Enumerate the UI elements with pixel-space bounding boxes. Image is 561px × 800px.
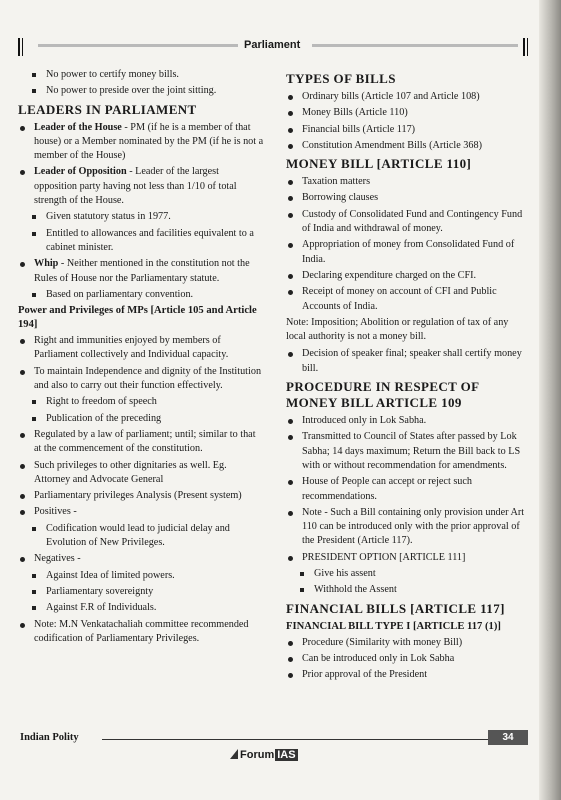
list-item: Note: M.N Venkatachaliah committee recommended codification of Parliamentary Privileges. xyxy=(18,618,264,647)
list-item: Taxation matters xyxy=(286,175,530,189)
procedure-heading: PROCEDURE IN RESPECT OF MONEY BILL ARTICLE 109 xyxy=(286,379,480,411)
list-item: Against F.R of Individuals. xyxy=(18,601,264,615)
list-item: Regulated by a law of parliament; until; similar to that at the commencement of the constitution. xyxy=(18,428,264,457)
list-item: Borrowing clauses xyxy=(286,191,530,205)
forumias-logo xyxy=(230,749,298,761)
leaders-heading: LEADERS IN PARLIAMENT xyxy=(18,101,197,117)
list-item: Right to freedom of speech xyxy=(18,395,264,409)
list-item: Ordinary bills (Article 107 and Article 108) xyxy=(286,90,530,104)
footer-rule xyxy=(102,739,432,740)
right-column xyxy=(286,68,530,685)
leader-house-item xyxy=(18,121,264,164)
list-item: Negatives - xyxy=(18,552,264,566)
list-item: Withhold the Assent xyxy=(286,583,530,597)
header-mark-left xyxy=(18,38,23,56)
list-item: House of People can accept or reject such recommendations. xyxy=(286,475,530,504)
list-item: Codification would lead to judicial delay and Evolution of New Privileges. xyxy=(18,522,264,551)
money-bill-heading: MONEY BILL [ARTICLE 110] xyxy=(286,156,472,172)
list-item: Right and immunities enjoyed by members of Parliament collectively and Individual capacity. xyxy=(18,334,264,363)
powers-heading: Power and Privileges of MPs [Article 105 and Article 194] xyxy=(18,305,257,331)
list-item: Note - Such a Bill containing only provision under Art 110 can be introduced only with the prior approval of the President (Article 117). xyxy=(286,506,530,549)
list-item: Against Idea of limited powers. xyxy=(18,569,264,583)
page-footer xyxy=(20,730,530,746)
whip-text: - Neither mentioned in the constitution not the Rules of House nor the Parliamentary statute. xyxy=(34,258,250,284)
list-item: Constitution Amendment Bills (Article 368) xyxy=(286,139,530,153)
page-number: 34 xyxy=(488,730,528,745)
whip-label: Whip xyxy=(34,258,59,270)
list-item: Introduced only in Lok Sabha. xyxy=(286,414,530,428)
leader-opposition-item xyxy=(18,165,264,208)
list-item: Parliamentary privileges Analysis (Present system) xyxy=(18,489,264,503)
header-mark-right xyxy=(523,38,528,56)
list-item: To maintain Independence and dignity of the Institution and also to carry out their function effectively. xyxy=(18,365,264,394)
page-header xyxy=(8,36,538,58)
header-title: Parliament xyxy=(244,39,301,51)
list-item: Give his assent xyxy=(286,567,530,581)
list-item: Publication of the preceding xyxy=(18,412,264,426)
list-item: No power to certify money bills. xyxy=(18,68,264,82)
list-item: Custody of Consolidated Fund and Contingency Fund of India and withdrawal of money. xyxy=(286,208,530,237)
list-item: Given statutory status in 1977. xyxy=(18,210,264,224)
money-note: Note: Imposition; Abolition or regulation of tax of any local authority is not a money bill. xyxy=(286,316,509,343)
list-item: Transmitted to Council of States after passed by Lok Sabha; 14 days maximum; Return the Bill back to LS with or without recommendation for amendments. xyxy=(286,430,530,473)
list-item: Decision of speaker final; speaker shall certify money bill. xyxy=(286,347,530,376)
list-item: Such privileges to other dignitaries as well. Eg. Attorney and Advocate General xyxy=(18,459,264,488)
list-item: Positives - xyxy=(18,505,264,519)
list-item: PRESIDENT OPTION [ARTICLE 111] xyxy=(286,551,530,565)
logo-ias: IAS xyxy=(277,749,296,761)
list-item: Entitled to allowances and facilities equivalent to a cabinet minister. xyxy=(18,227,264,256)
logo-text: Forum xyxy=(240,749,275,761)
financial-bill-type-heading: FINANCIAL BILL TYPE I [ARTICLE 117 (1)] xyxy=(286,620,501,632)
list-item: Prior approval of the President xyxy=(286,668,530,682)
list-item: No power to preside over the joint sitting. xyxy=(18,84,264,98)
leader-opposition-label: Leader of Opposition xyxy=(34,166,127,178)
whip-item xyxy=(18,257,264,286)
list-item: Money Bills (Article 110) xyxy=(286,106,530,120)
list-item: Appropriation of money from Consolidated Fund of India. xyxy=(286,238,530,267)
list-item: Financial bills (Article 117) xyxy=(286,123,530,137)
leader-house-text: - PM (if he is a member of that house) or a Member nominated by the PM (if he is not a member of the House) xyxy=(34,121,264,162)
book-spine-shadow xyxy=(539,0,561,800)
list-item: Declaring expenditure charged on the CFI. xyxy=(286,269,530,283)
footer-rule xyxy=(432,739,488,740)
header-rule-right xyxy=(312,44,518,47)
header-rule-left xyxy=(38,44,238,47)
list-item: Based on parliamentary convention. xyxy=(18,288,264,302)
list-item: Can be introduced only in Lok Sabha xyxy=(286,652,530,666)
leader-house-label: Leader of the House xyxy=(34,121,122,133)
list-item: Parliamentary sovereignty xyxy=(18,585,264,599)
left-column xyxy=(18,68,264,648)
financial-bills-heading: FINANCIAL BILLS [ARTICLE 117] xyxy=(286,600,505,616)
logo-mark-icon xyxy=(230,749,238,759)
list-item: Procedure (Similarity with money Bill) xyxy=(286,636,530,650)
leader-opposition-text: - Leader of the largest opposition party having not less than 1/10 of total strength of the House. xyxy=(34,166,237,207)
footer-book-title: Indian Polity xyxy=(20,732,79,743)
types-heading: TYPES OF BILLS xyxy=(286,71,396,86)
list-item: Receipt of money on account of CFI and Public Accounts of India. xyxy=(286,285,530,314)
